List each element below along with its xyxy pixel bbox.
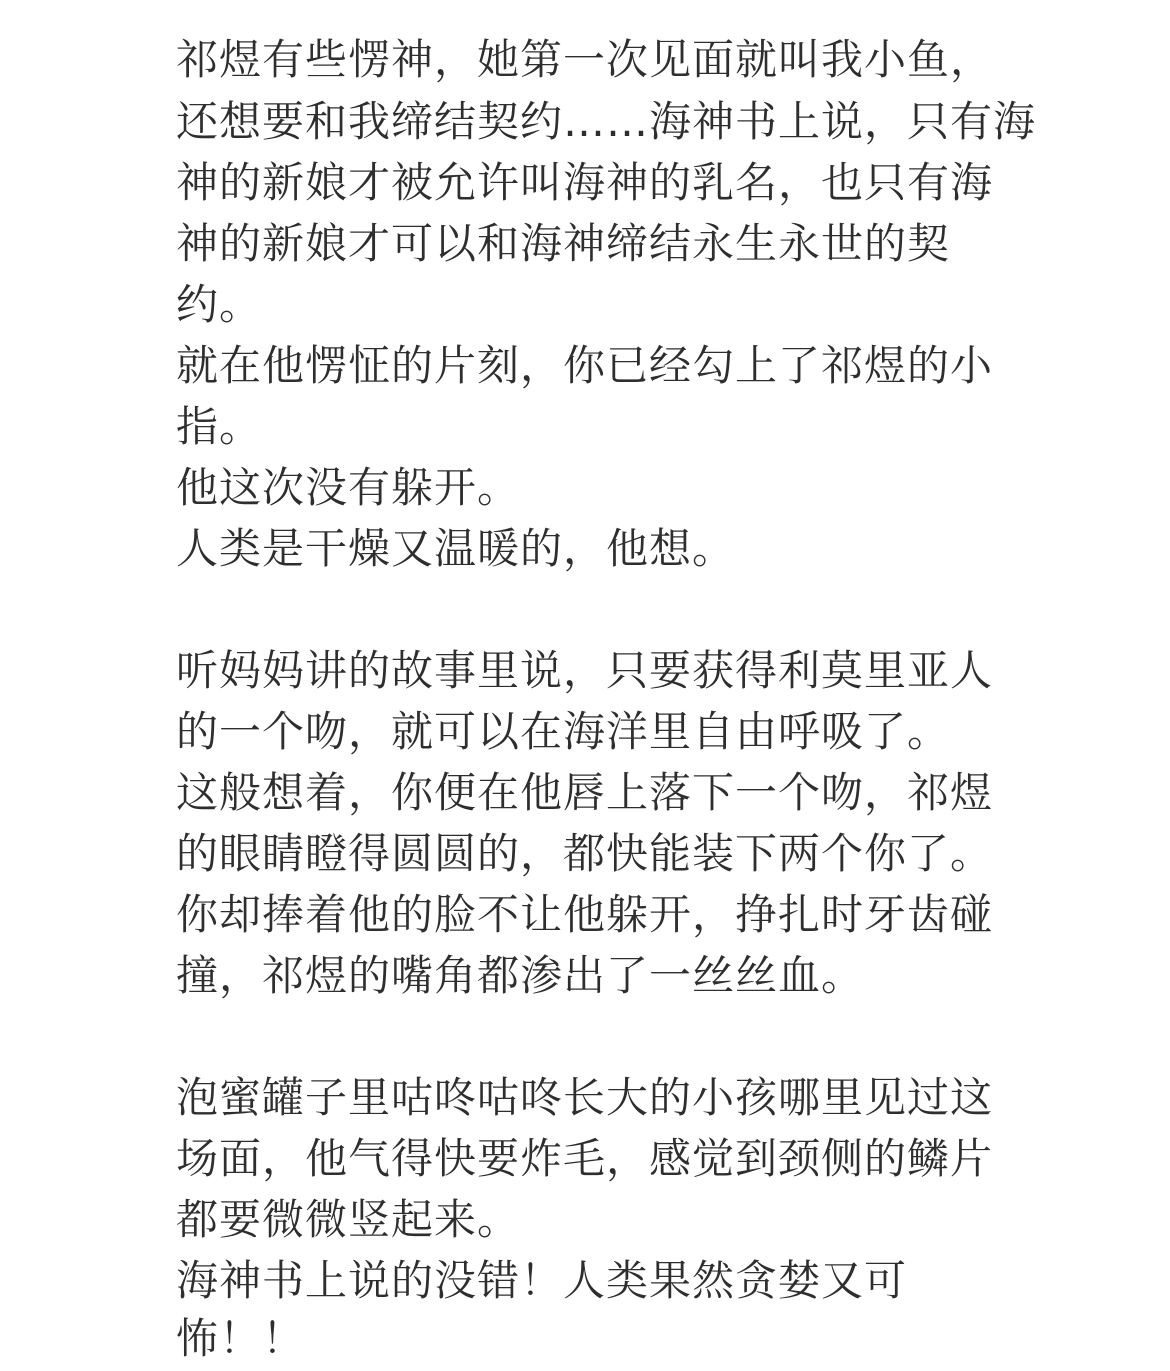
text-line: 的一个吻，就可以在海洋里自由呼吸了。 (176, 707, 951, 756)
text-line: 还想要和我缔结契约……海神书上说，只有海 (176, 97, 1037, 146)
text-line: 就在他愣怔的片刻，你已经勾上了祁煜的小 (176, 341, 994, 390)
text-line: 指。 (176, 402, 263, 451)
text-line: 约。 (176, 280, 263, 329)
text-line: 都要微微竖起来。 (176, 1195, 521, 1244)
text-line: 神的新娘才被允许叫海神的乳名，也只有海 (176, 158, 994, 207)
text-line: 你却捧着他的脸不让他躲开，挣扎时牙齿碰 (176, 890, 994, 939)
text-line: 海神书上说的没错！人类果然贪婪又可 (176, 1256, 908, 1305)
text-line: 的眼睛瞪得圆圆的，都快能装下两个你了。 (176, 829, 994, 878)
text-line: 人类是干燥又温暖的，他想。 (176, 524, 736, 573)
text-line: 泡蜜罐子里咕咚咕咚长大的小孩哪里见过这 (176, 1073, 994, 1122)
text-line: 祁煜有些愣神，她第一次见面就叫我小鱼， (176, 35, 994, 84)
text-line: 撞，祁煜的嘴角都渗出了一丝丝血。 (176, 951, 865, 1000)
text-line: 这般想着，你便在他唇上落下一个吻，祁煜 (176, 768, 994, 817)
text-line: 听妈妈讲的故事里说，只要获得利莫里亚人 (176, 646, 994, 695)
text-line: 怖！！ (176, 1314, 306, 1363)
text-line: 他这次没有躲开。 (176, 463, 521, 512)
text-line: 场面，他气得快要炸毛，感觉到颈侧的鳞片 (176, 1134, 994, 1183)
text-line: 神的新娘才可以和海神缔结永生永世的契 (176, 219, 951, 268)
